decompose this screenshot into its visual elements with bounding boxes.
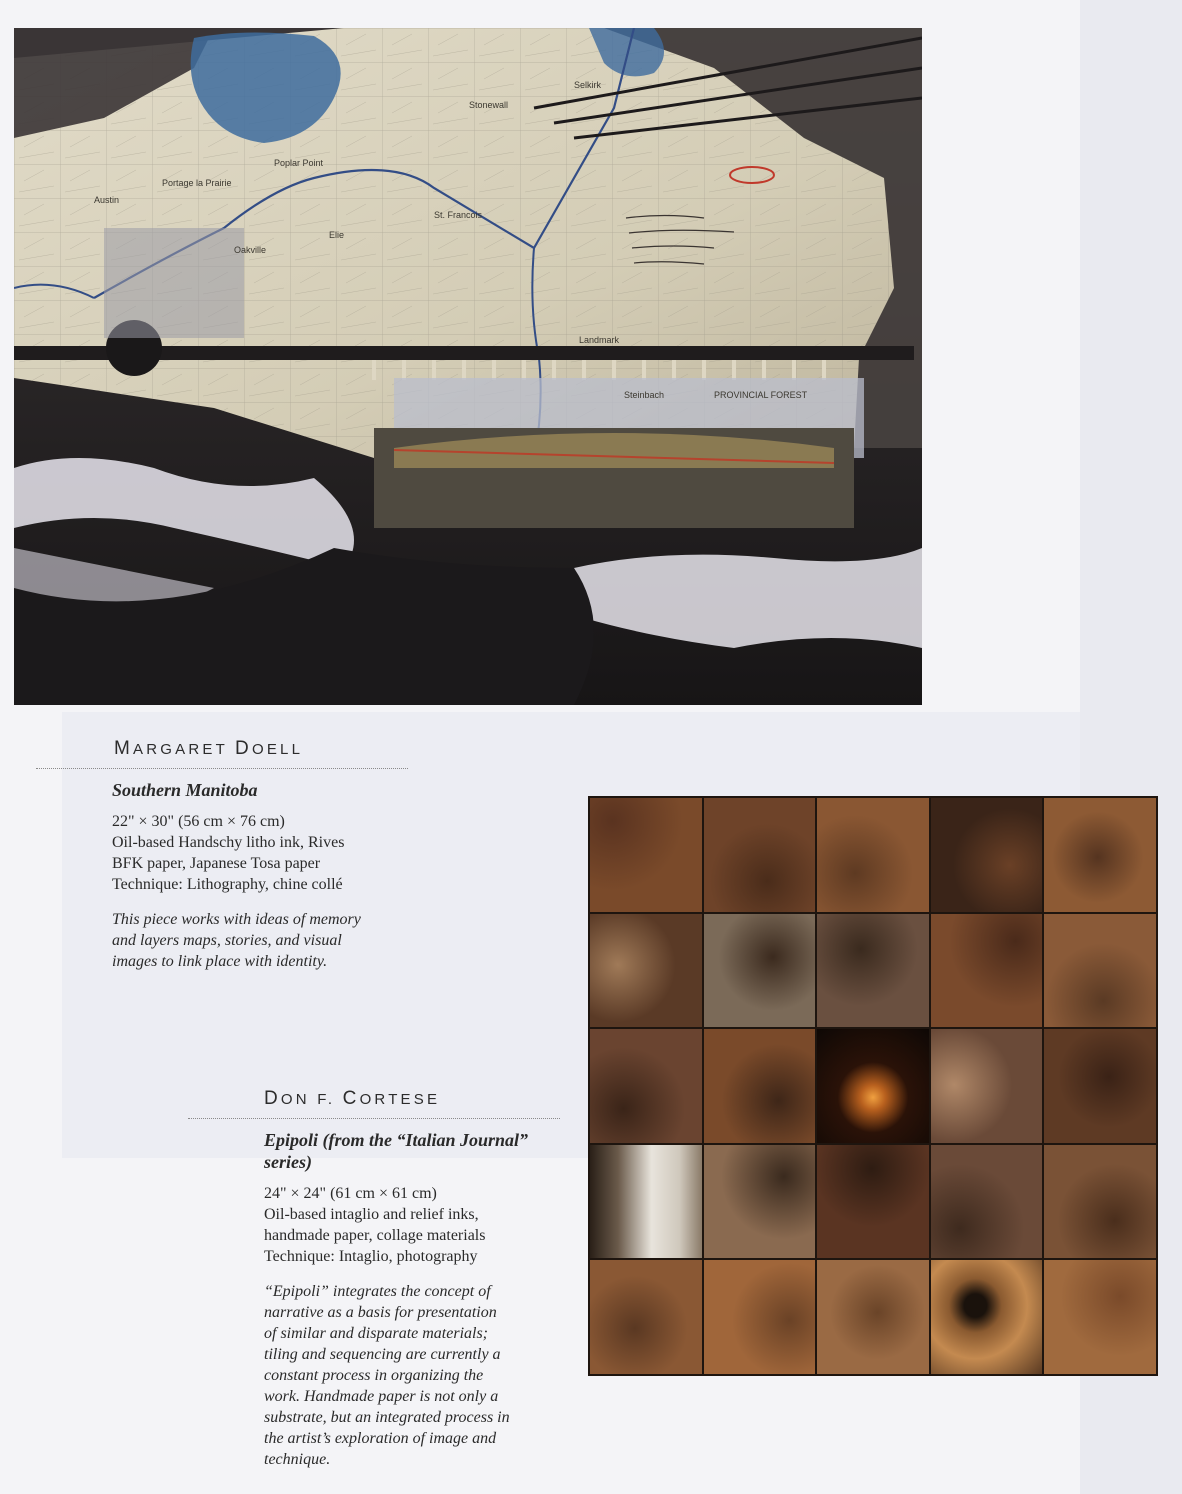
spec-materials-1: Oil-based intaglio and relief inks, (264, 1206, 479, 1223)
map-label-steinbach: Steinbach (624, 390, 665, 400)
map-label-poplar-point: Poplar Point (274, 158, 324, 168)
map-label-oakville: Oakville (234, 245, 267, 255)
artwork-tile (931, 1260, 1043, 1374)
desc-line: tiling and sequencing are currently a (264, 1346, 501, 1363)
artwork-southern-manitoba (14, 28, 922, 705)
desc-line: substrate, but an integrated process in (264, 1409, 510, 1426)
artwork-title: Southern Manitoba (112, 780, 258, 800)
artist-first-initial: D (264, 1088, 281, 1109)
title-line: Epipoli (from the “Italian Journal” (264, 1130, 529, 1150)
spec-materials-1: Oil-based Handschy litho ink, Rives (112, 834, 345, 851)
artwork-tile (1044, 914, 1156, 1028)
artwork-tile (1044, 798, 1156, 912)
desc-line: technique. (264, 1451, 331, 1468)
spec-technique: Technique: Lithography, chine collé (112, 876, 343, 893)
artist-last-initial: D (235, 738, 252, 759)
map-label-stonewall: Stonewall (469, 100, 509, 110)
desc-line: narrative as a basis for presentation (264, 1304, 497, 1321)
artwork-tile (704, 1029, 816, 1143)
desc-line: images to link place with identity. (112, 953, 328, 970)
caption-don-cortese (188, 1088, 560, 1470)
map-label-selkirk: Selkirk (574, 80, 602, 90)
artwork-tile (817, 1029, 929, 1143)
spec-materials-2: BFK paper, Japanese Tosa paper (112, 855, 321, 872)
artwork-tile (704, 914, 816, 1028)
artwork-tile (931, 798, 1043, 912)
artwork-tile (590, 1260, 702, 1374)
artist-first-rest: ARGARET (133, 741, 228, 758)
title-line: series) (264, 1152, 312, 1172)
spec-technique: Technique: Intaglio, photography (264, 1248, 478, 1265)
artwork-tile (704, 1145, 816, 1259)
map-label-provincial-forest: PROVINCIAL FOREST (714, 390, 808, 400)
map-label-landmark: Landmark (579, 335, 620, 345)
artwork-tile (931, 914, 1043, 1028)
artwork-tile (590, 1145, 702, 1259)
map-label-portage: Portage la Prairie (162, 178, 232, 188)
artwork-tile (817, 1260, 929, 1374)
artwork-tile (1044, 1260, 1156, 1374)
map-label-elie: Elie (329, 230, 345, 240)
artwork-title (264, 1129, 560, 1173)
artwork-tile (931, 1145, 1043, 1259)
artwork-description (112, 909, 408, 972)
spec-dimensions: 22" × 30" (56 cm × 76 cm) (112, 813, 285, 830)
map-label-austin: Austin (94, 195, 120, 205)
desc-line: the artist’s exploration of image and (264, 1430, 497, 1447)
desc-line: constant process in organizing the (264, 1367, 484, 1384)
artist-first-rest: ON F. (280, 1091, 336, 1108)
caption-margaret-doell (36, 738, 408, 972)
artwork-tile (817, 914, 929, 1028)
spec-dimensions: 24" × 24" (61 cm × 61 cm) (264, 1185, 437, 1202)
map-label-st-francois: St. Francois (434, 210, 483, 220)
desc-line: of similar and disparate materials; (264, 1325, 489, 1342)
artist-last-initial: C (342, 1088, 360, 1109)
artwork-tile (704, 1260, 816, 1374)
artwork-tile (590, 914, 702, 1028)
artist-first-initial: M (114, 738, 134, 759)
artwork-epipoli (588, 796, 1158, 1376)
spec-materials-2: handmade paper, collage materials (264, 1227, 486, 1244)
artwork-description (264, 1281, 560, 1470)
desc-line: work. Handmade paper is not only a (264, 1388, 499, 1405)
artwork-tile (931, 1029, 1043, 1143)
artwork-tile (704, 798, 816, 912)
artwork-tile (817, 1145, 929, 1259)
desc-line: This piece works with ideas of memory (112, 911, 361, 928)
artist-last-rest: ORTESE (359, 1091, 441, 1108)
artist-last-rest: OELL (251, 741, 304, 758)
artwork-tile (590, 798, 702, 912)
artist-name (188, 1088, 560, 1119)
artwork-specs (264, 1183, 560, 1267)
artist-name (36, 738, 408, 769)
artwork-specs (112, 811, 408, 895)
artwork-tile (1044, 1145, 1156, 1259)
desc-line: and layers maps, stories, and visual (112, 932, 342, 949)
desc-line: “Epipoli” integrates the concept of (264, 1283, 491, 1300)
artwork-tile (1044, 1029, 1156, 1143)
artwork-tile (817, 798, 929, 912)
artwork-tile (590, 1029, 702, 1143)
